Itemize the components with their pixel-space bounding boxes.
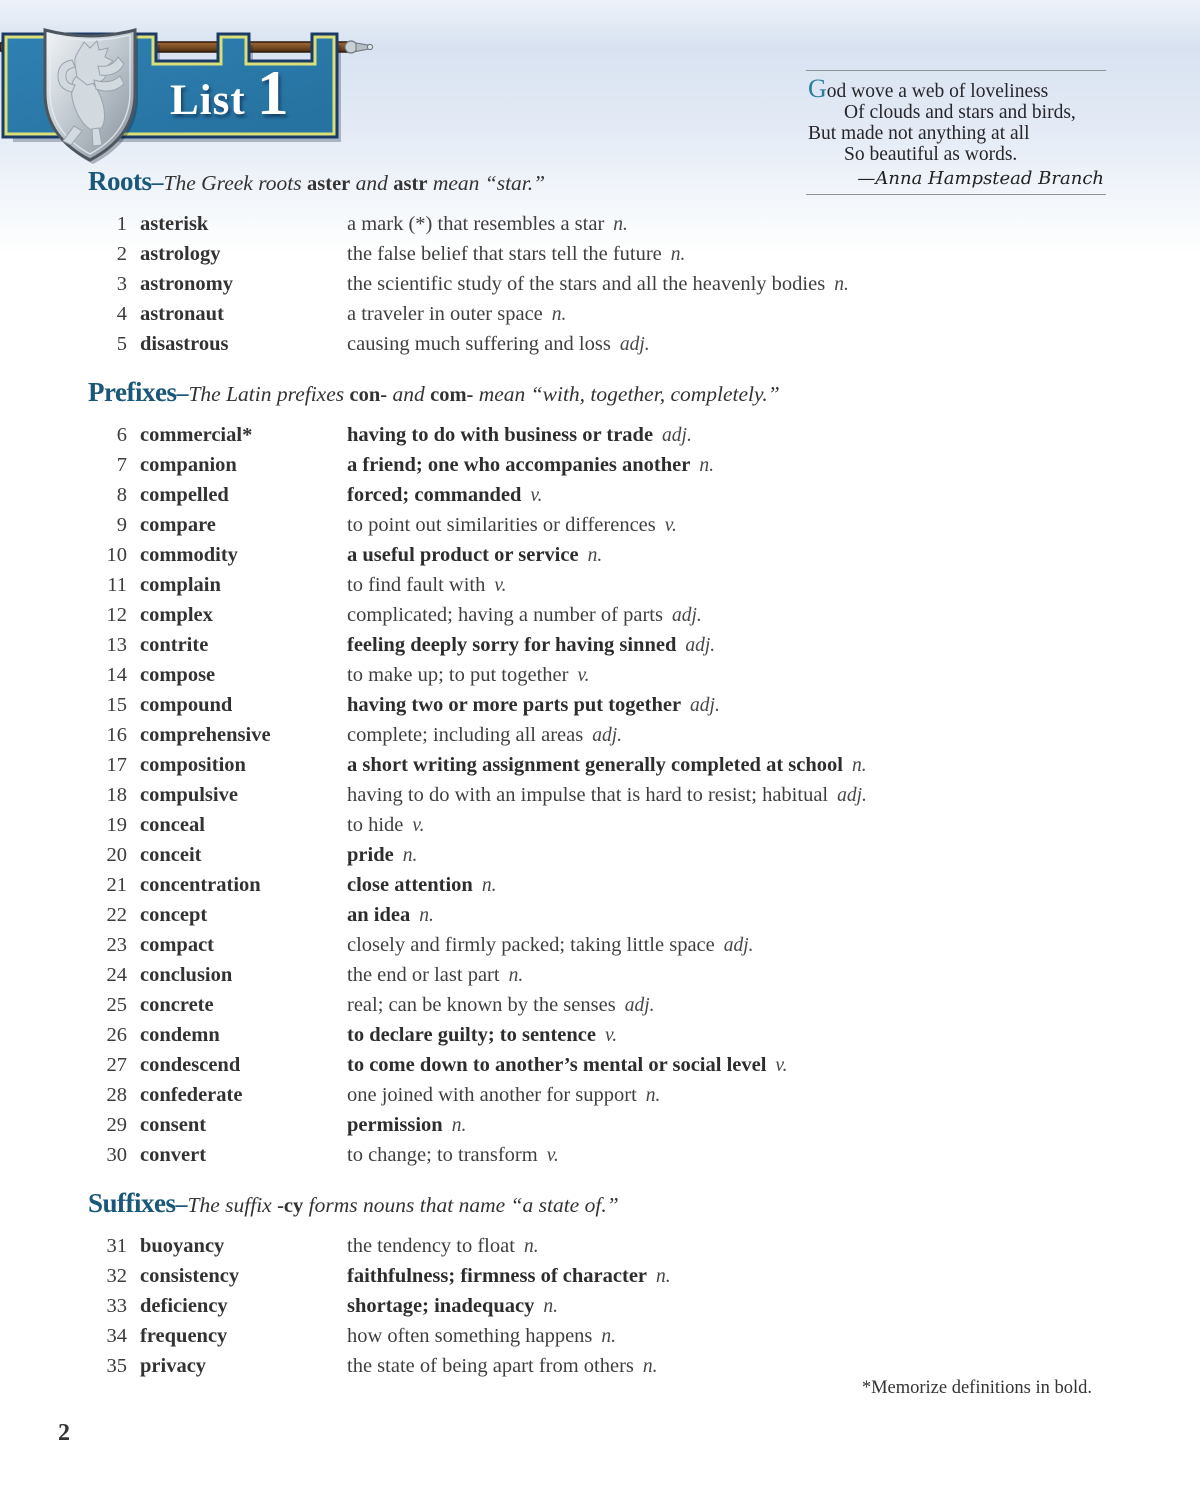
- section-intro-segment: con-: [349, 384, 388, 406]
- banner-title: [170, 57, 289, 131]
- entry-pos: n.: [419, 905, 434, 926]
- word-entry: [88, 209, 1118, 239]
- entry-pos: n.: [508, 965, 524, 986]
- entry-pos: n.: [642, 1356, 658, 1377]
- entry-word: compare: [140, 514, 216, 536]
- word-entry: [88, 1110, 1118, 1140]
- entry-definition: a short writing assignment generally completed at school n.: [347, 754, 867, 776]
- entry-word: consistency: [140, 1265, 240, 1287]
- section-intro-segment: and: [350, 171, 394, 195]
- entry-number: 35: [106, 1355, 127, 1377]
- entry-pos: v.: [546, 1145, 559, 1166]
- section-intro-segment: -cy: [277, 1195, 304, 1217]
- entry-number: 32: [106, 1265, 127, 1287]
- entry-definition: complete; including all areas adj.: [347, 724, 623, 746]
- entry-definition: to hide v.: [347, 814, 425, 836]
- entry-word: frequency: [140, 1325, 228, 1347]
- entry-number: 9: [116, 514, 127, 536]
- section-name: Roots: [88, 166, 152, 196]
- entry-number: 20: [106, 844, 127, 866]
- entry-word: conceit: [140, 844, 202, 866]
- memorize-footnote: *Memorize definitions in bold.: [861, 1378, 1092, 1398]
- entry-definition: to find fault with v.: [347, 574, 507, 596]
- entry-pos: adj.: [624, 995, 655, 1016]
- word-entry: [88, 900, 1118, 930]
- poem-line-3: But made not anything at all: [808, 123, 1030, 144]
- entry-number: 14: [106, 664, 127, 686]
- entry-definition: pride n.: [347, 844, 418, 866]
- entry-number: 22: [106, 904, 127, 926]
- entry-word: astronomy: [140, 273, 234, 295]
- entry-word: condemn: [140, 1024, 220, 1046]
- word-entry: [88, 1321, 1118, 1351]
- entry-word: deficiency: [140, 1295, 228, 1317]
- entry-number: 16: [106, 724, 127, 746]
- entry-word: compelled: [140, 484, 229, 506]
- entry-word: compound: [140, 694, 233, 716]
- entry-word: compose: [140, 664, 216, 686]
- entry-number: 26: [106, 1024, 127, 1046]
- word-entry: [88, 810, 1118, 840]
- section-prefixes: [88, 377, 1118, 1170]
- entry-pos: n.: [601, 1326, 617, 1347]
- section-heading: [88, 166, 1118, 201]
- entry-word: conceal: [140, 814, 205, 836]
- poem-attribution: —Anna Hampstead Branch: [857, 168, 1104, 189]
- entry-definition: complicated; having a number of parts adj.: [347, 604, 702, 626]
- poem-line-1: God wove a web of loveliness: [808, 74, 1049, 103]
- entry-pos: adj.: [619, 334, 650, 355]
- entry-number: 25: [106, 994, 127, 1016]
- section-intro-segment: astr: [393, 173, 428, 195]
- entry-word: asterisk: [140, 213, 209, 235]
- entry-word: compact: [140, 934, 215, 956]
- entry-number: 7: [116, 454, 127, 476]
- entry-word: composition: [140, 754, 246, 776]
- entry-definition: the tendency to float n.: [347, 1235, 539, 1257]
- entry-pos: adj.: [837, 785, 867, 806]
- entry-pos: adj.: [592, 725, 623, 746]
- word-entry: [88, 690, 1118, 720]
- word-entry: [88, 780, 1118, 810]
- section-dash: –: [151, 170, 164, 196]
- entry-definition: faithfulness; firmness of character n.: [347, 1265, 671, 1287]
- entry-number: 21: [106, 874, 127, 896]
- entry-number: 5: [116, 333, 127, 355]
- entry-number: 15: [106, 694, 127, 716]
- word-list-sections: [88, 166, 1118, 1381]
- entry-number: 24: [106, 964, 127, 986]
- entry-word: convert: [140, 1144, 207, 1166]
- word-entry: [88, 1050, 1118, 1080]
- entry-definition: having two or more parts put together adj.: [347, 694, 720, 716]
- entry-definition: closely and firmly packed; taking little space adj.: [347, 934, 754, 956]
- entry-definition: to come down to another’s mental or social level v.: [347, 1054, 788, 1076]
- entry-definition: causing much suffering and loss adj.: [347, 333, 650, 355]
- entry-definition: to point out similarities or differences v.: [347, 514, 677, 536]
- word-entry: [88, 420, 1118, 450]
- section-roots: [88, 166, 1118, 359]
- word-entry: [88, 329, 1118, 359]
- entry-word: astrology: [140, 243, 221, 265]
- entry-definition: the end or last part n.: [347, 964, 524, 986]
- entry-number: 28: [106, 1084, 127, 1106]
- poem-line-2: Of clouds and stars and birds,: [844, 102, 1076, 123]
- word-entry: [88, 1231, 1118, 1261]
- entry-word: concrete: [140, 994, 214, 1016]
- section-intro-segment: The suffix: [187, 1193, 278, 1217]
- entry-definition: forced; commanded v.: [347, 484, 543, 506]
- word-entry: [88, 660, 1118, 690]
- entry-number: 30: [106, 1144, 127, 1166]
- word-entry: [88, 750, 1118, 780]
- word-entry: [88, 990, 1118, 1020]
- list-number: 1: [256, 57, 289, 128]
- entry-word: consent: [140, 1114, 207, 1136]
- word-entry: [88, 540, 1118, 570]
- entry-definition: an idea n.: [347, 904, 434, 926]
- page-number: 2: [58, 1420, 70, 1446]
- entry-pos: n.: [656, 1266, 671, 1287]
- word-entry: [88, 269, 1118, 299]
- entry-pos: v.: [664, 515, 677, 536]
- word-entry: [88, 1261, 1118, 1291]
- entry-pos: v.: [577, 665, 590, 686]
- entry-number: 19: [106, 814, 127, 836]
- entry-definition: real; can be known by the senses adj.: [347, 994, 655, 1016]
- entry-word: compulsive: [140, 784, 238, 806]
- entry-pos: n.: [699, 455, 714, 476]
- word-entry: [88, 1140, 1118, 1170]
- word-entry: [88, 510, 1118, 540]
- entry-number: 2: [116, 243, 127, 265]
- entry-word: conclusion: [140, 964, 233, 986]
- entry-pos: v.: [604, 1025, 618, 1046]
- entry-word: privacy: [140, 1355, 207, 1377]
- entry-number: 8: [116, 484, 127, 506]
- section-name: Prefixes: [88, 377, 177, 407]
- entry-pos: n.: [551, 304, 567, 325]
- entry-word: condescend: [140, 1054, 241, 1076]
- entry-number: 23: [106, 934, 127, 956]
- entry-pos: v.: [412, 815, 425, 836]
- entry-definition: the false belief that stars tell the future n.: [347, 243, 686, 265]
- entry-pos: n.: [645, 1085, 661, 1106]
- entry-number: 33: [106, 1295, 127, 1317]
- entry-number: 17: [106, 754, 127, 776]
- entry-number: 1: [116, 213, 127, 235]
- entry-pos: n.: [523, 1236, 539, 1257]
- word-entry: [88, 570, 1118, 600]
- entry-word: disastrous: [140, 333, 229, 355]
- entry-definition: the state of being apart from others n.: [347, 1355, 658, 1377]
- entry-number: 34: [106, 1325, 127, 1347]
- entry-word: buoyancy: [140, 1235, 225, 1257]
- poem-line-4: So beautiful as words.: [844, 144, 1018, 165]
- entry-word: astronaut: [140, 303, 224, 325]
- entry-pos: n.: [481, 875, 497, 896]
- entry-pos: n.: [851, 755, 867, 776]
- word-entry: [88, 870, 1118, 900]
- entry-definition: permission n.: [347, 1114, 467, 1136]
- poem-initial: G: [808, 74, 827, 103]
- word-entry: [88, 299, 1118, 329]
- section-intro-segment: forms nouns that name “a state of.”: [303, 1193, 619, 1217]
- entry-number: 6: [116, 424, 127, 446]
- entry-pos: adj.: [685, 635, 716, 656]
- section-dash: –: [176, 381, 189, 407]
- entry-definition: shortage; inadequacy n.: [347, 1295, 558, 1317]
- entry-definition: a mark (*) that resembles a star n.: [347, 213, 628, 235]
- word-entry: [88, 239, 1118, 269]
- entry-word: commodity: [140, 544, 238, 566]
- entry-word: concentration: [140, 874, 261, 896]
- entry-word: concept: [140, 904, 208, 926]
- word-entry: [88, 1020, 1118, 1050]
- entry-number: 4: [116, 303, 127, 325]
- word-entry: [88, 1080, 1118, 1110]
- word-entry: [88, 450, 1118, 480]
- entry-definition: close attention n.: [347, 874, 497, 896]
- entry-definition: having to do with business or trade adj.: [347, 424, 692, 446]
- entry-pos: adj.: [671, 605, 702, 626]
- word-entry: [88, 1291, 1118, 1321]
- entry-definition: a useful product or service n.: [347, 544, 603, 566]
- entry-word: complain: [140, 574, 221, 596]
- section-suffixes: [88, 1188, 1118, 1381]
- entry-pos: n.: [402, 845, 418, 866]
- section-intro-segment: mean “with, together, completely.”: [473, 382, 780, 406]
- entry-number: 18: [106, 784, 127, 806]
- list-label: List: [170, 77, 246, 124]
- word-entry: [88, 720, 1118, 750]
- entry-pos: v.: [530, 485, 543, 506]
- entry-definition: having to do with an impulse that is hard to resist; habitual adj.: [347, 784, 867, 806]
- entry-word: comprehensive: [140, 724, 271, 746]
- word-entry: [88, 1351, 1118, 1381]
- word-entry: [88, 930, 1118, 960]
- entry-pos: adj.: [690, 695, 720, 716]
- entry-number: 31: [106, 1235, 127, 1257]
- entry-definition: feeling deeply sorry for having sinned adj.: [347, 634, 716, 656]
- entry-pos: n.: [587, 545, 603, 566]
- section-intro-segment: mean “star.”: [427, 171, 546, 195]
- entry-number: 13: [106, 634, 127, 656]
- entry-definition: the scientific study of the stars and all the heavenly bodies n.: [347, 273, 849, 295]
- word-entry: [88, 840, 1118, 870]
- entry-pos: n.: [451, 1115, 467, 1136]
- entry-pos: n.: [613, 214, 628, 235]
- section-intro-segment: The Greek roots: [163, 171, 308, 195]
- section-intro-segment: and: [387, 382, 431, 406]
- entry-pos: v.: [494, 575, 507, 596]
- entry-definition: a traveler in outer space n.: [347, 303, 567, 325]
- entry-definition: to change; to transform v.: [347, 1144, 559, 1166]
- section-dash: –: [175, 1192, 188, 1218]
- entry-number: 10: [106, 544, 127, 566]
- entry-number: 29: [106, 1114, 127, 1136]
- entry-pos: n.: [834, 274, 849, 295]
- entry-definition: one joined with another for support n.: [347, 1084, 661, 1106]
- section-intro-segment: com-: [430, 384, 474, 406]
- entry-definition: how often something happens n.: [347, 1325, 617, 1347]
- section-name: Suffixes: [88, 1188, 176, 1218]
- entry-pos: adj.: [662, 425, 692, 446]
- entry-definition: to declare guilty; to sentence v.: [347, 1024, 618, 1046]
- entry-number: 3: [116, 273, 127, 295]
- entry-pos: adj.: [723, 935, 754, 956]
- section-intro-segment: aster: [307, 173, 351, 195]
- entry-definition: a friend; one who accompanies another n.: [347, 454, 714, 476]
- rod-finial-icon: [345, 41, 373, 53]
- entry-number: 27: [106, 1054, 127, 1076]
- entry-word: companion: [140, 454, 237, 476]
- entry-number: 11: [107, 574, 127, 596]
- entry-number: 12: [106, 604, 127, 626]
- section-heading: [88, 377, 1118, 412]
- entry-word: commercial*: [140, 424, 253, 446]
- entry-pos: n.: [543, 1296, 558, 1317]
- entry-definition: to make up; to put together v.: [347, 664, 590, 686]
- word-entry: [88, 960, 1118, 990]
- word-entry: [88, 480, 1118, 510]
- entry-pos: v.: [775, 1055, 788, 1076]
- section-heading: [88, 1188, 1118, 1223]
- word-entry: [88, 600, 1118, 630]
- entry-word: confederate: [140, 1084, 243, 1106]
- section-intro-segment: The Latin prefixes: [188, 382, 350, 406]
- heraldic-shield-icon: [45, 30, 138, 164]
- entry-word: complex: [140, 604, 213, 626]
- entry-pos: n.: [670, 244, 686, 265]
- word-entry: [88, 630, 1118, 660]
- entry-word: contrite: [140, 634, 209, 656]
